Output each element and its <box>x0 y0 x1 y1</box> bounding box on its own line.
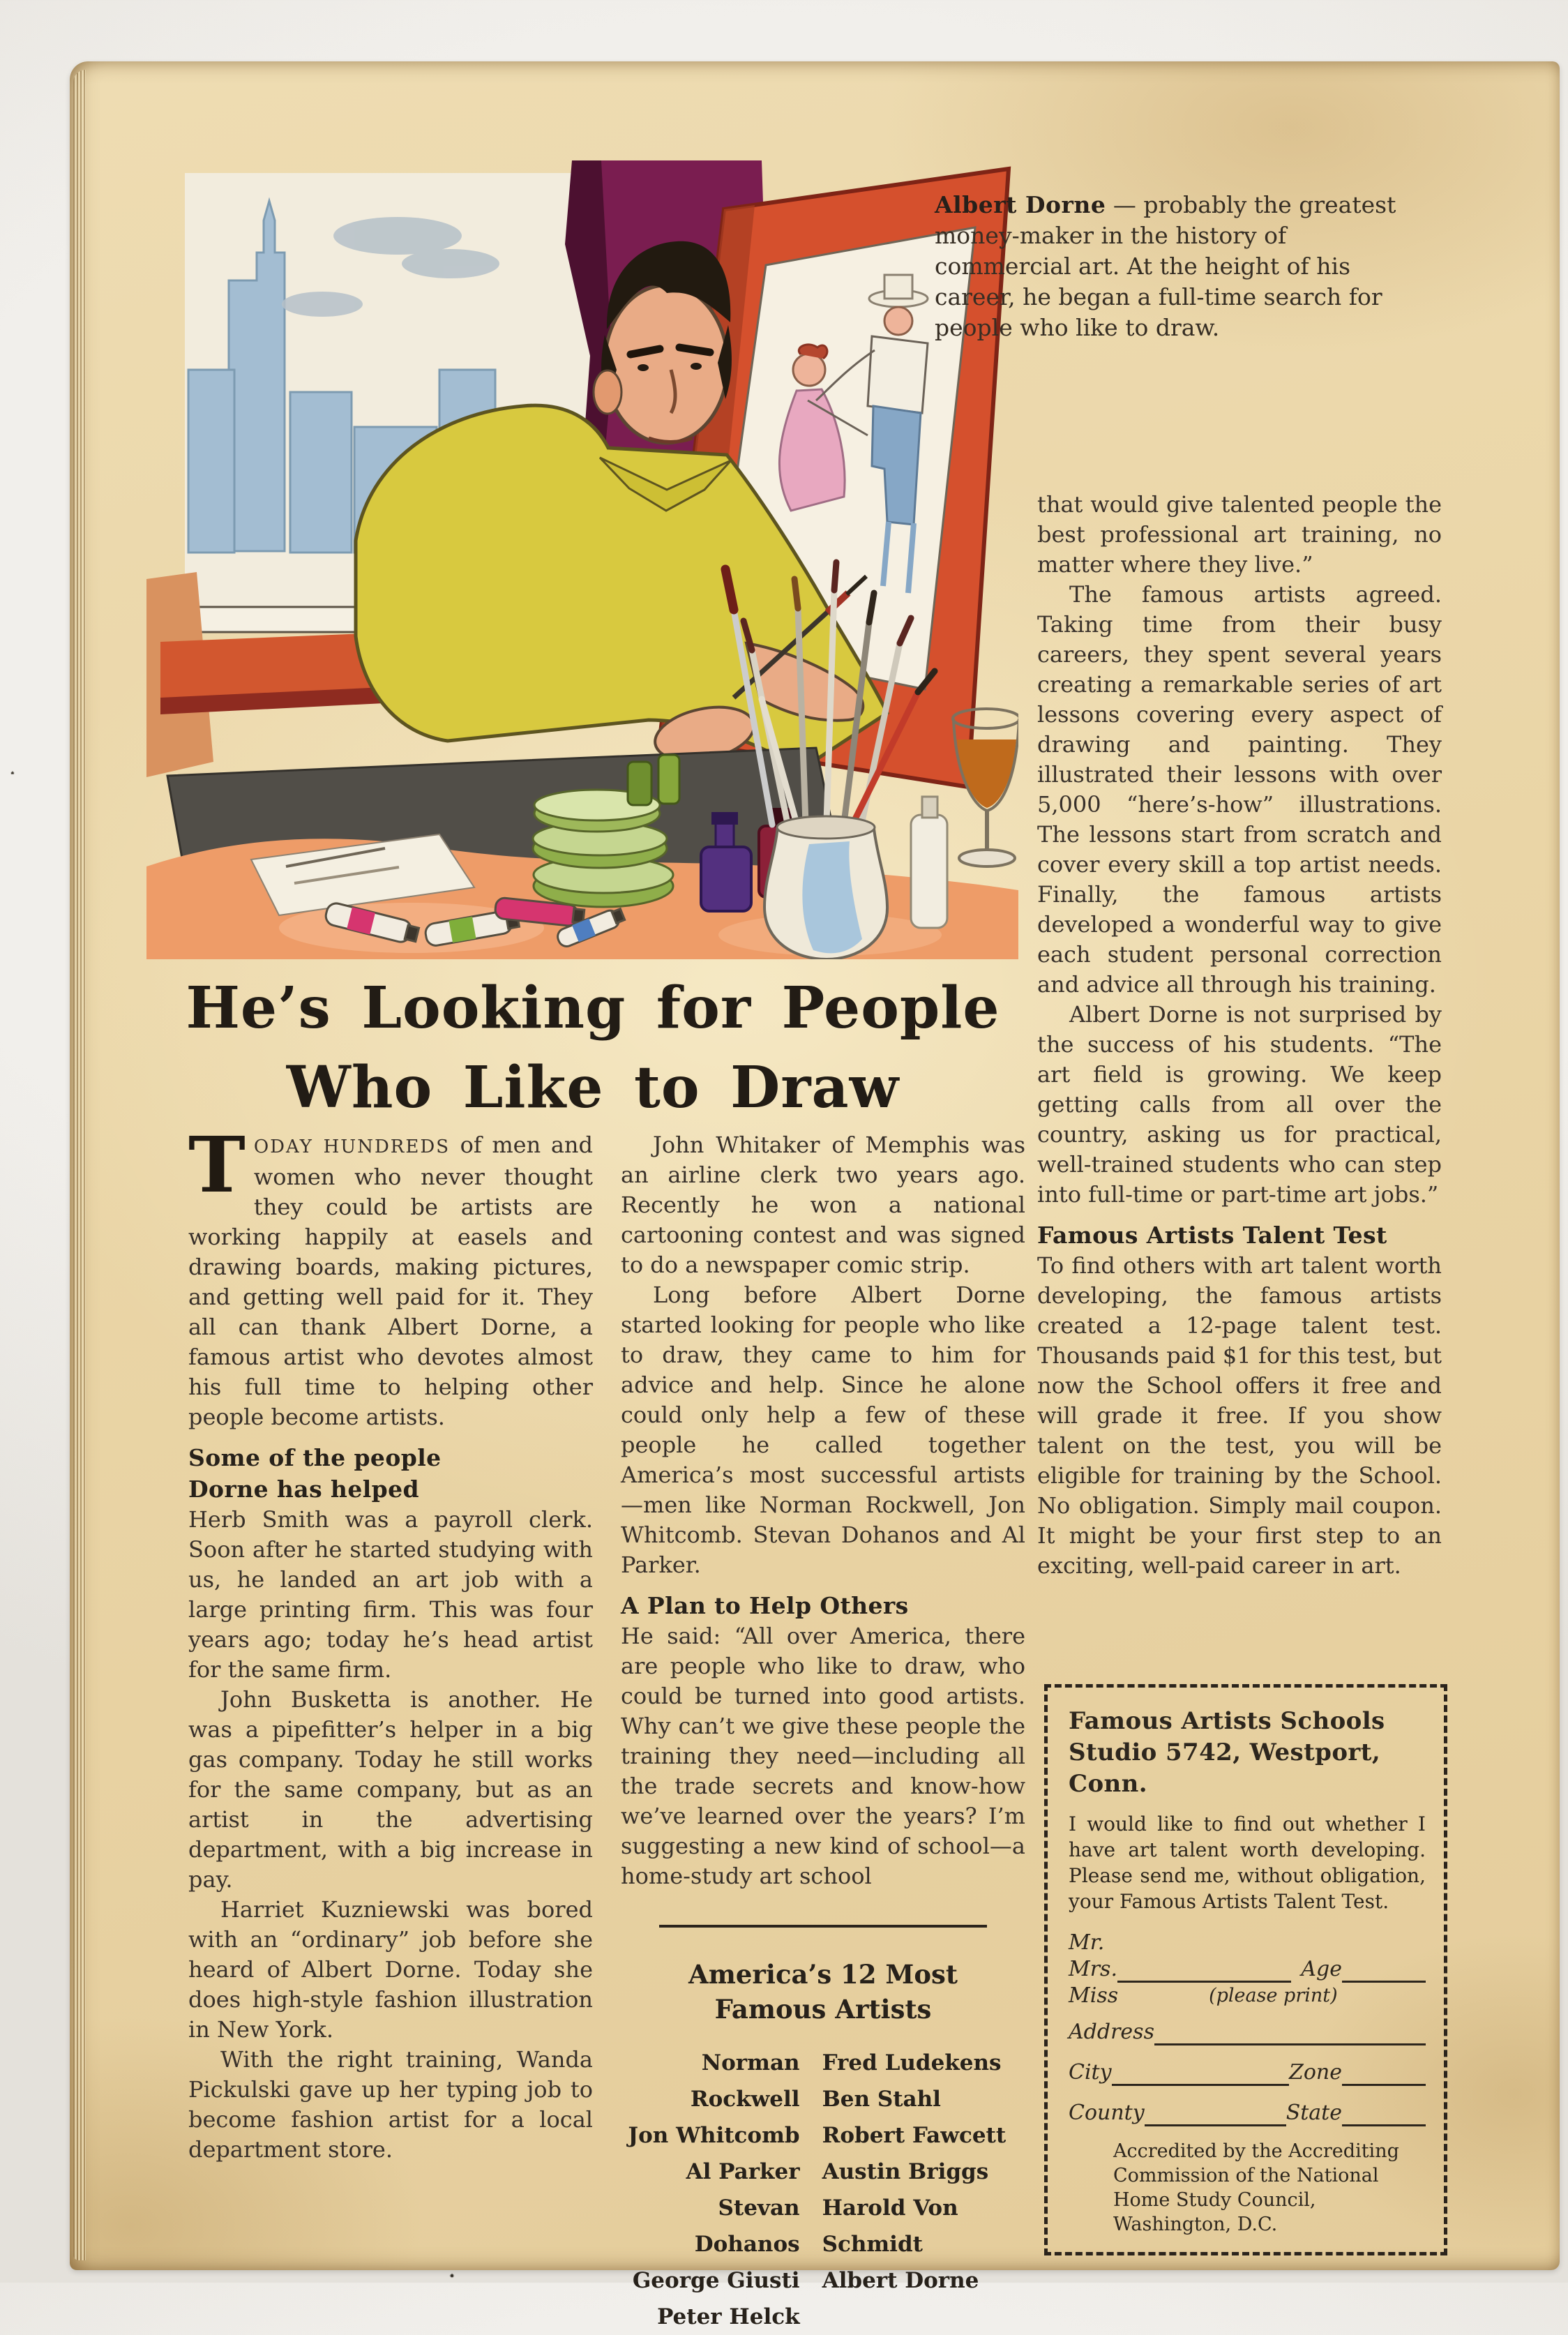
artist-name: Stevan Dohanos <box>694 2195 800 2257</box>
accreditation-note: Accredited by the Accrediting Commission of the National Home Study Council, Washington, D.C. <box>1113 2140 1399 2235</box>
mail-in-coupon <box>1044 1684 1447 2255</box>
hero-illustration-albert-dorne-at-easel <box>146 160 1018 959</box>
coupon-school-name: Famous Artists Schools <box>1069 1707 1385 1735</box>
age-blank-line[interactable] <box>1342 1981 1426 1983</box>
county-label: County <box>1069 2101 1145 2125</box>
city-row <box>1069 2059 1426 2086</box>
county-row <box>1069 2100 1426 2126</box>
artist-name: George Giusti <box>632 2268 800 2293</box>
address-blank-line[interactable] <box>1154 2043 1426 2045</box>
paragraph: John Whitaker of Memphis was an airline clerk two years ago. Recently he won a national cartooning contest and was signed to do a newspaper comic strip. <box>621 1132 1025 1278</box>
coupon-school-address: Studio 5742, Westport, Conn. <box>1069 1739 1381 1798</box>
famous-artists-list <box>621 2045 1025 2335</box>
drop-cap: T <box>188 1120 246 1210</box>
artist-name-column-left <box>621 2045 800 2335</box>
artist-name-column-right <box>822 2045 1025 2335</box>
subhead-line-2: Dorne has helped <box>188 1476 420 1503</box>
famous-artists-list-title <box>621 1957 1025 2027</box>
intro-text: of men and women who never thought they could be artists are working happily at easels and drawing boards, making pictures, and getting well paid for it. They all can thank Albert Dorne, a famous artist who devotes almost his full time to helping other people become artists. <box>188 1132 593 1430</box>
address-row <box>1069 2019 1426 2045</box>
artist-name: Jon Whitcomb <box>628 2123 800 2148</box>
paragraph: To find others with art talent worth developing, the famous artists created a 12-page talent test. Thousands paid $1 for this test, but now the School offers it free and will grade it free. If you show talent on the test, you will be eligible for training by the School. No obligation. Simply mail coupon. It might be your first step to an exciting, well-paid career in art. <box>1037 1252 1442 1579</box>
page-title <box>174 968 1011 1127</box>
please-print-hint: (please print) <box>1209 1985 1338 2006</box>
artist-name: Robert Fawcett <box>822 2123 1007 2148</box>
salutation-mrs: Mrs. <box>1069 1957 1117 1981</box>
article-column-middle <box>621 1130 1025 2335</box>
coupon-title <box>1069 1706 1426 1800</box>
paragraph: He said: “All over America, there are people who like to draw, who could be turned into good artists. Why can’t we give these people the training they need—including all the trade secrets and know-how we’ve learned over the years? I’m suggesting a new kind of school—a home-study art school <box>621 1623 1025 1889</box>
subhead-talent-test: Famous Artists Talent Test <box>1037 1222 1387 1249</box>
artist-name: Peter Helck <box>657 2304 800 2329</box>
artist-name: Fred Ludekens <box>822 2050 1002 2075</box>
list-title-line-2: Famous Artists <box>714 1994 932 2025</box>
artist-name: Ben Stahl <box>822 2087 941 2112</box>
salutation-miss: Miss <box>1069 1983 1119 2008</box>
article-column-right <box>1037 490 1442 1581</box>
palette-tins <box>533 790 673 907</box>
subhead-line-1: Some of the people <box>188 1444 442 1471</box>
paragraph: Harriet Kuzniewski was bored with an “ordinary” job before she heard of Albert Dorne. Today she does high-style fashion illustration in New York. <box>188 1896 593 2043</box>
address-label: Address <box>1069 2020 1154 2044</box>
caption-text: — probably the greatest money-maker in the history of commercial art. At the height of his career, he began a full-time search for people who like to draw. <box>935 191 1396 341</box>
artist-name: Al Parker <box>686 2159 800 2184</box>
intro-paragraph <box>188 1120 593 1432</box>
city-blank-line[interactable] <box>1112 2084 1289 2086</box>
subhead-people-dorne-helped <box>188 1442 593 1505</box>
list-title-line-1: America’s 12 Most <box>688 1959 958 1990</box>
name-row <box>1069 1956 1426 1983</box>
salutation-mr: Mr. <box>1069 1930 1105 1955</box>
paragraph: With the right training, Wanda Pickulski gave up her typing job to become fashion artist for a local department store. <box>188 2046 593 2163</box>
artist-name: Norman Rockwell <box>690 2050 800 2112</box>
paragraph: The famous artists agreed. Taking time from their busy careers, they spent several years creating a remarkable series of art lessons covering every aspect of drawing and painting. They illustrated their lessons with over 5,000 “here’s-how” illustrations. The lessons start from scratch and cover every skill a top artist needs. Finally, the famous artists developed a wonderful way to give each student personal correction and advice all through his training. <box>1037 581 1442 998</box>
coupon-form <box>1069 1930 1426 2237</box>
caption-lead: Albert Dorne <box>935 191 1106 218</box>
age-label: Age <box>1301 1957 1342 1981</box>
paragraph: Herb Smith was a payroll clerk. Soon after he started studying with us, he landed an art job with a large printing firm. This was four years ago; today he’s head artist for the same firm. <box>188 1506 593 1683</box>
artist-name: Austin Briggs <box>822 2159 989 2184</box>
magazine-back-page <box>70 61 1560 2329</box>
artist-name: Harold Von Schmidt <box>822 2195 958 2257</box>
article-column-left <box>188 1120 593 2165</box>
headline-line-1: He’s Looking for People <box>186 975 1000 1042</box>
city-label: City <box>1069 2060 1112 2085</box>
paragraph: John Busketta is another. He was a pipefitter’s helper in a big gas company. Today he still works for the same company, but as an artist in the advertising department, with a big increase in pay. <box>188 1686 593 1893</box>
subhead-plan-to-help-others: A Plan to Help Others <box>621 1592 909 1619</box>
small-caps-lead: ODAY HUNDREDS <box>253 1136 450 1157</box>
state-blank-line[interactable] <box>1342 2124 1426 2126</box>
artist-name: Albert Dorne <box>822 2268 979 2293</box>
coupon-request-text: I would like to find out whether I have art talent worth developing. Please send me, without obligation, your Famous Artists Talent Test. <box>1069 1812 1426 1913</box>
paragraph: that would give talented people the best professional art training, no matter where they live.” <box>1037 491 1442 578</box>
state-label: State <box>1286 2101 1342 2125</box>
section-divider <box>659 1925 987 1928</box>
zone-label: Zone <box>1289 2060 1342 2085</box>
county-blank-line[interactable] <box>1145 2124 1286 2126</box>
please-print-row <box>1069 1983 1426 2009</box>
zone-blank-line[interactable] <box>1342 2084 1426 2086</box>
paragraph: Albert Dorne is not surprised by the success of his students. “The art field is growing. We keep getting calls from all over the country, asking us for practical, well-trained students who can step into full-time or part-time art jobs.” <box>1037 1001 1442 1208</box>
headline-line-2: Who Like to Draw <box>286 1054 900 1121</box>
paragraph: Long before Albert Dorne started looking for people who like to draw, they came to him for advice and help. Since he alone could only help a few of these people he called together America’s most successful artists —men like Norman Rockwell, Jon Whitcomb. Stevan Dohanos and Al Parker. <box>621 1282 1025 1578</box>
photo-caption <box>935 190 1406 343</box>
